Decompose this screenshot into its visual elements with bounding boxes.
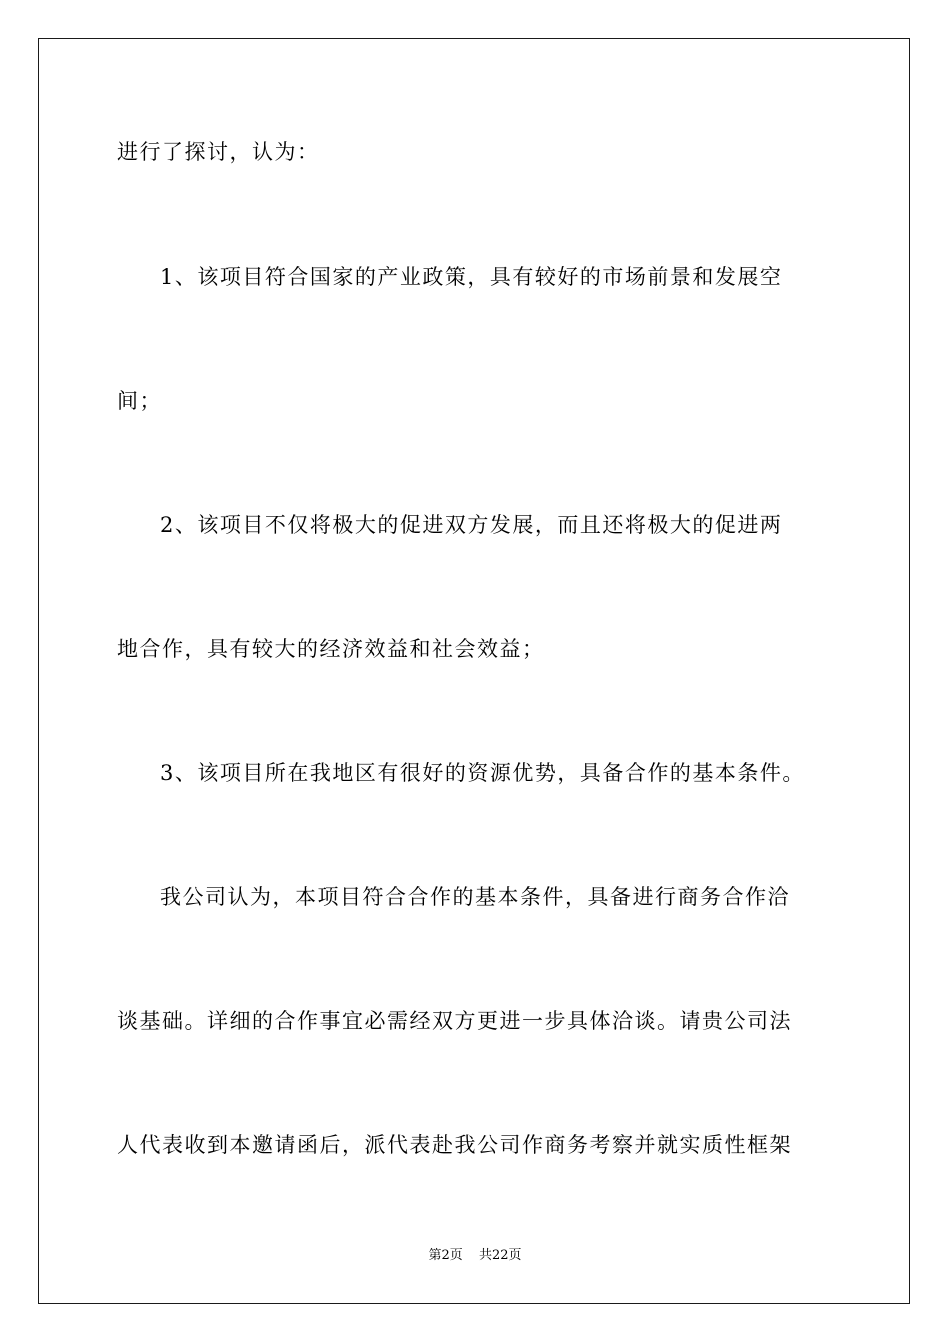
body-line-8: 谈基础。详细的合作事宜必需经双方更进一步具体洽谈。请贵公司法 — [117, 1009, 792, 1033]
page-total: 共22页 — [478, 1248, 522, 1263]
body-line-1: 进行了探讨，认为： — [117, 140, 320, 164]
page-number: 第2页 — [428, 1248, 463, 1263]
page-border — [38, 38, 910, 1304]
body-line-7: 我公司认为，本项目符合合作的基本条件，具备进行商务合作洽 — [160, 885, 790, 909]
body-line-9: 人代表收到本邀请函后，派代表赴我公司作商务考察并就实质性框架 — [117, 1133, 792, 1157]
body-line-6: 3、该项目所在我地区有很好的资源优势，具备合作的基本条件。 — [160, 761, 805, 785]
body-line-4: 2、该项目不仅将极大的促进双方发展，而且还将极大的促进两 — [160, 513, 783, 537]
page-footer — [0, 1247, 950, 1265]
body-line-3: 间； — [117, 389, 162, 413]
body-line-2: 1、该项目符合国家的产业政策，具有较好的市场前景和发展空 — [160, 265, 783, 289]
body-line-5: 地合作，具有较大的经济效益和社会效益； — [117, 637, 545, 661]
